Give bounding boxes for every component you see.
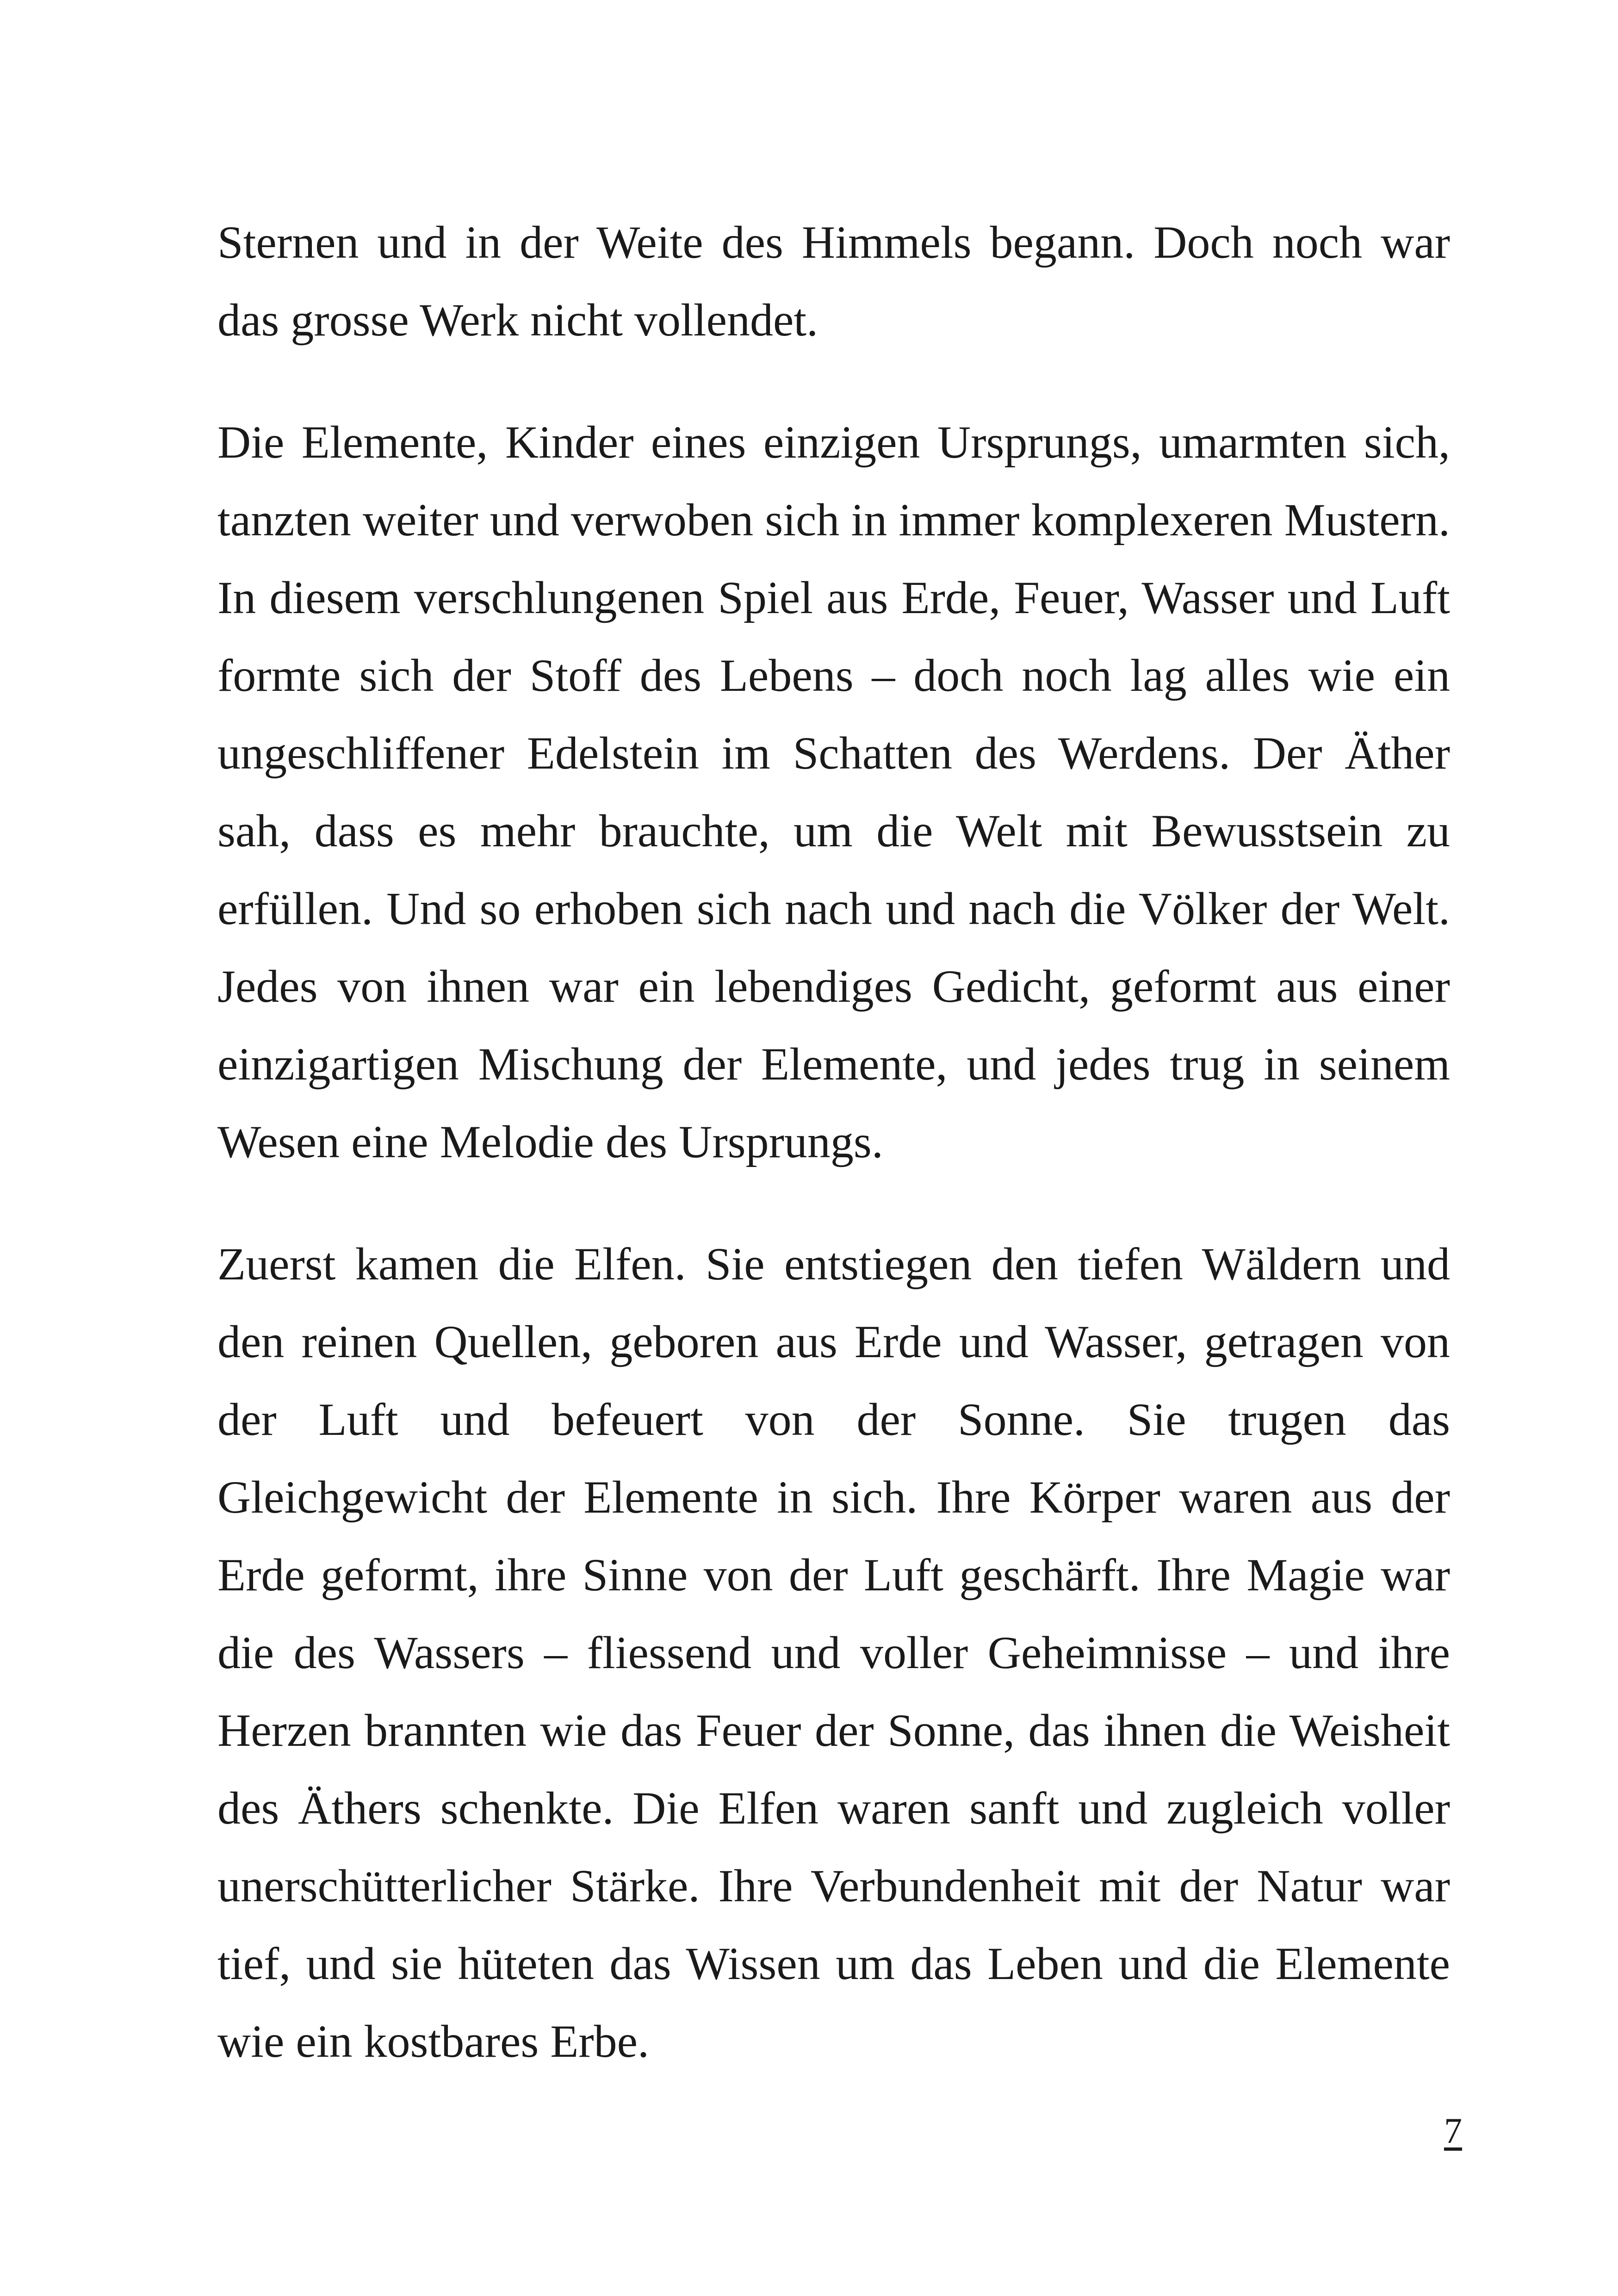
body-text [217, 204, 1450, 2125]
paragraph-3: Zuerst kamen die Elfen. Sie entstiegen den tiefen Wäldern und den reinen Quellen, geboren aus Erde und Wasser, getragen von der Luft und befeuert von der Sonne. Sie trugen das Gleichgewicht der Elemente in sich. Ihre Körper waren aus der Erde geformt, ihre Sinne von der Luft geschärft. Ihre Magie war die des Wassers – fliessend und voller Geheimnisse – und ihre Herzen brannten wie das Feuer der Sonne, das ihnen die Weisheit des Äthers schenkte. Die Elfen waren sanft und zugleich voller unerschütterlicher Stärke. Ihre Verbundenheit mit der Natur war tief, und sie hüteten das Wissen um das Leben und die Elemente wie ein kostbares Erbe. [217, 1238, 1450, 2067]
paragraph-2: Die Elemente, Kinder eines einzigen Ursprungs, umarmten sich, tanzten weiter und verwoben sich in immer komplexeren Mustern. In diesem verschlungenen Spiel aus Erde, Feuer, Wasser und Luft formte sich der Stoff des Lebens – doch noch lag alles wie ein ungeschliffener Edelstein im Schatten des Werdens. Der Äther sah, dass es mehr brauchte, um die Welt mit Bewusstsein zu erfüllen. Und so erhoben sich nach und nach die Völker der Welt. Jedes von ihnen war ein lebendiges Gedicht, geformt aus einer einzigartigen Mischung der Elemente, und jedes trug in seinem Wesen eine Melodie des Ursprungs. [217, 416, 1450, 1167]
page-number: 7 [1444, 2110, 1462, 2151]
paragraph-1: Sternen und in der Weite des Himmels begann. Doch noch war das grosse Werk nicht vollendet. [217, 217, 1450, 346]
